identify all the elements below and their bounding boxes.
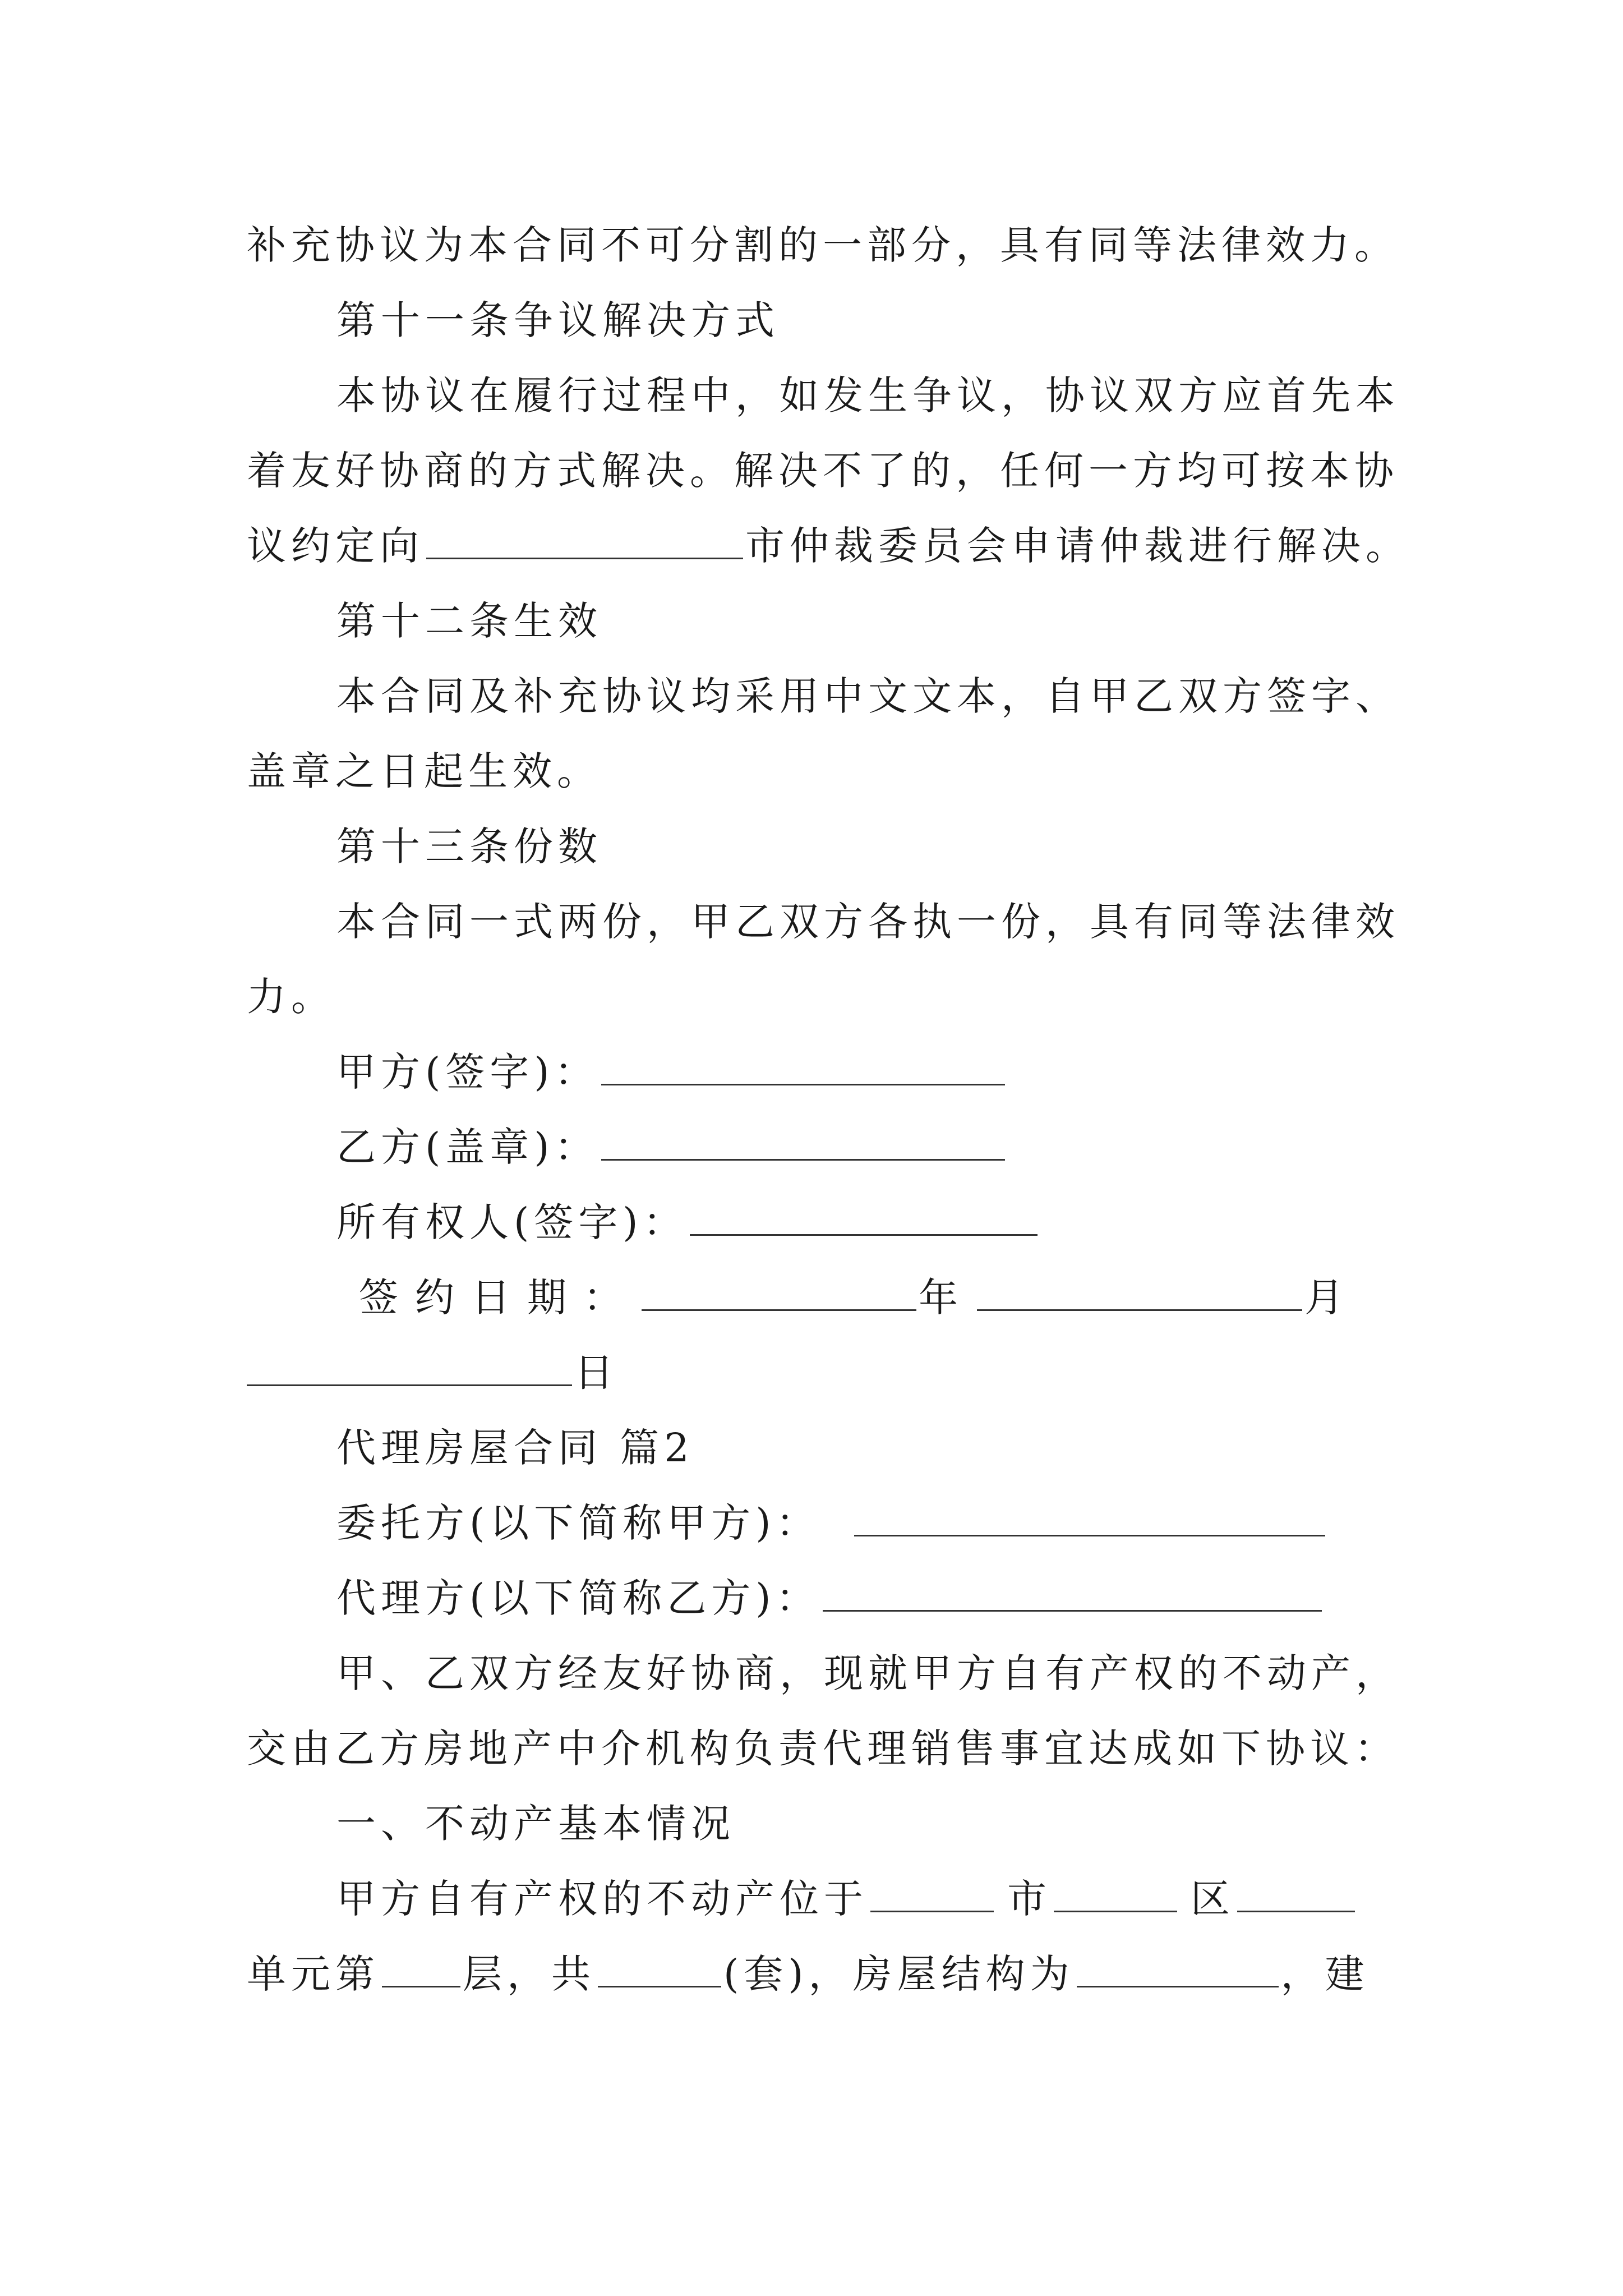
signing-date-line-cont: [247, 1347, 1380, 1398]
year-blank: [642, 1276, 916, 1311]
article-heading: 第十三条份数: [336, 823, 602, 869]
paragraph-line: [247, 1949, 1380, 1999]
day-blank: [247, 1351, 572, 1386]
paragraph-line: [247, 521, 1410, 571]
address-blank: [1237, 1877, 1355, 1912]
signature-blank: [601, 1125, 1005, 1161]
month-label: 月: [1304, 1274, 1361, 1320]
party-label: 代理方(以下简称乙方)：: [336, 1575, 820, 1621]
section-title: 代理房屋合同 篇2: [336, 1425, 694, 1471]
party-line-principal: [336, 1498, 1469, 1548]
day-label: 日: [574, 1350, 619, 1396]
text-fragment: 甲方自有产权的不动产位于: [336, 1876, 868, 1922]
party-line-agent: [336, 1573, 1469, 1623]
city-blank: [870, 1877, 994, 1912]
signature-blank: [690, 1200, 1038, 1236]
signing-date-line: [359, 1272, 1492, 1323]
paragraph-line: 盖章之日起生效。: [247, 748, 601, 794]
party-label: 委托方(以下简称甲方)：: [336, 1500, 820, 1546]
signature-line-party-a: [336, 1047, 1469, 1097]
signature-label: 乙方(盖章)：: [336, 1124, 599, 1170]
clause-heading: 一、不动产基本情况: [336, 1801, 735, 1847]
paragraph-line: 补充协议为本合同不可分割的一部分，具有同等法律效力。: [247, 222, 1399, 268]
signature-line-owner: [336, 1197, 1469, 1248]
text-fragment: ，建: [1280, 1951, 1370, 1997]
text-fragment: 议约定向: [247, 523, 424, 569]
signature-blank: [601, 1050, 1005, 1085]
paragraph-line: 着友好协商的方式解决。解决不了的，任何一方均可按本协: [247, 448, 1399, 494]
paragraph-line: 本协议在履行过程中，如发生争议，协议双方应首先本: [336, 372, 1400, 418]
year-label: 年: [919, 1274, 975, 1320]
text-fragment: 市: [1007, 1876, 1052, 1922]
floor-blank: [382, 1952, 460, 1987]
district-blank: [1054, 1877, 1177, 1912]
party-blank: [854, 1501, 1325, 1536]
party-blank: [823, 1576, 1322, 1612]
signature-label: 甲方(签字)：: [336, 1049, 599, 1095]
date-label: 签约日期：: [359, 1274, 639, 1320]
text-fragment: 层，共: [463, 1951, 596, 1997]
paragraph-line: 力。: [247, 974, 335, 1020]
text-fragment: 区: [1191, 1876, 1235, 1922]
article-heading: 第十一条争议解决方式: [336, 297, 780, 343]
paragraph-line: 本合同一式两份，甲乙双方各执一份，具有同等法律效: [336, 899, 1400, 945]
paragraph-line: 甲、乙双方经友好协商，现就甲方自有产权的不动产，: [336, 1650, 1400, 1696]
signature-line-party-b: [336, 1122, 1469, 1172]
text-fragment: 单元第: [247, 1951, 380, 1997]
paragraph-line: [336, 1874, 1469, 1924]
text-fragment: 市仲裁委员会申请仲裁进行解决。: [745, 523, 1410, 569]
signature-label: 所有权人(签字)：: [336, 1199, 688, 1245]
structure-blank: [1077, 1952, 1279, 1987]
article-heading: 第十二条生效: [336, 598, 602, 644]
month-blank: [977, 1276, 1302, 1311]
paragraph-line: 交由乙方房地产中介机构负责代理销售事宜达成如下协议：: [247, 1726, 1399, 1772]
paragraph-line: 本合同及补充协议均采用中文文本，自甲乙双方签字、: [336, 673, 1400, 719]
text-fragment: (套)，房屋结构为: [723, 1951, 1075, 1997]
fill-in-blank: [426, 524, 743, 559]
units-blank: [598, 1952, 721, 1987]
